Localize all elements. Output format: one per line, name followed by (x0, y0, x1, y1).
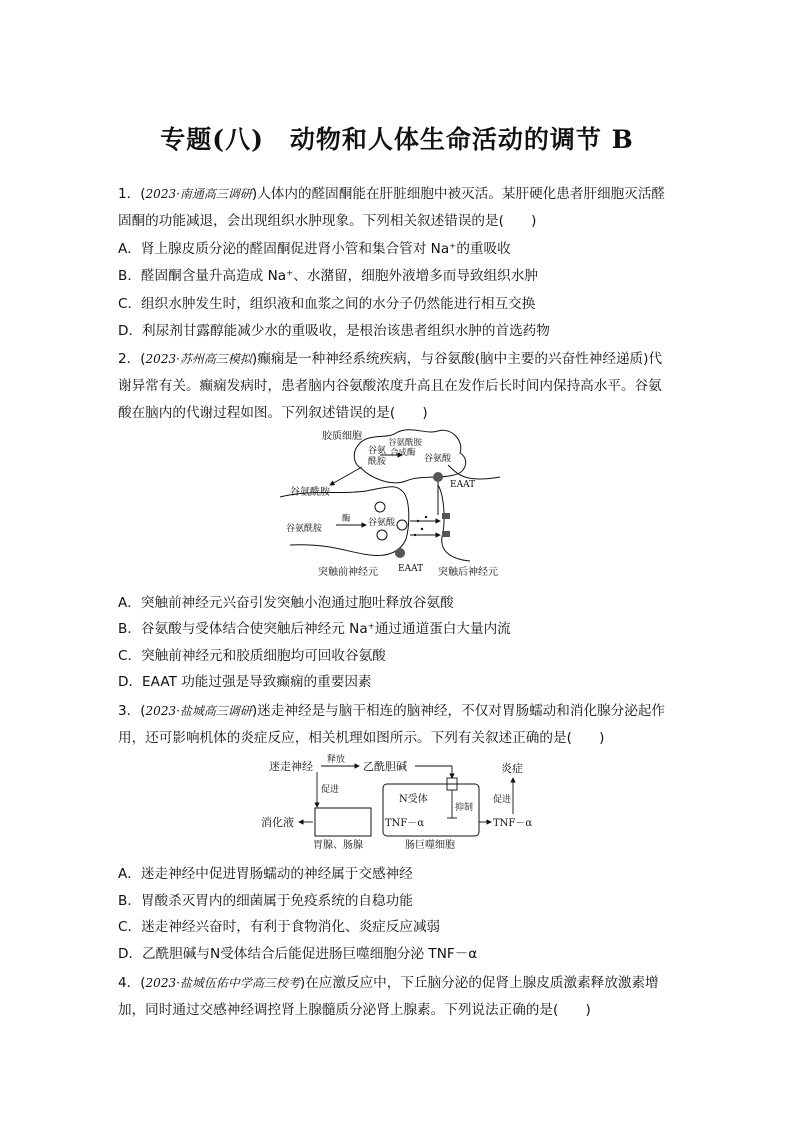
label-glu-mid: 谷氨酸 (368, 518, 396, 528)
label-gln-synthase-1: 谷氨酰胺 (388, 438, 423, 448)
q3-stem-line2: 用，还可影响机体的炎症反应，相关机理如图所示。下列有关叙述正确的是( ) (118, 730, 605, 746)
label-gln-left: 谷氨酰胺 (290, 487, 330, 498)
eaat-top-marker (433, 472, 443, 482)
q3-source: 2023·盐城高三调研 (145, 704, 252, 718)
q3-option-c: C．迷走神经兴奋时，有利于食物消化、炎症反应减弱 (118, 919, 441, 935)
label-promote-2: 促进 (493, 795, 512, 805)
vesicle-1 (375, 502, 385, 512)
label-tnf-in: TNF－α (385, 818, 425, 829)
q4-number: 4．( (118, 975, 146, 991)
label-gln-mid: 谷氨酰胺 (286, 524, 323, 534)
q1-option-d: D．利尿剂甘露醇能减少水的重吸收，是根治该患者组织水肿的首选药物 (118, 323, 550, 339)
q1-stem-text1: )人体内的醛固酮能在肝脏细胞中被灭活。某肝硬化患者肝细胞灭活醛 (251, 186, 666, 202)
label-gln-synthase-2: 合成酶 (390, 448, 416, 458)
glutamate-metabolism-figure (270, 425, 530, 580)
receptor-1 (442, 513, 450, 519)
label-gln-a2: 酰胺 (368, 457, 387, 467)
label-enzyme: 酶 (342, 514, 351, 524)
label-release: 释放 (327, 755, 346, 765)
label-glia: 胶质细胞 (322, 431, 362, 442)
q2-stem-line2: 谢异常有关。癫痫发病时，患者脑内谷氨酸浓度升高且在发作后长时间内保持高水平。谷氨 (118, 378, 662, 394)
q1-option-c: C．组织水肿发生时，组织液和血浆之间的水分子仍然能进行相互交换 (118, 296, 536, 312)
glands-box (315, 808, 371, 836)
q3-stem-line1 (118, 699, 665, 719)
q1-number: 1．( (118, 186, 146, 202)
postsynaptic-neuron-outline (438, 485, 470, 561)
label-n-receptor: N受体 (399, 794, 428, 805)
q1-source: 2023·南通高三调研 (145, 187, 252, 201)
q3-number: 3．( (118, 703, 146, 719)
label-inhibit: 抑制 (455, 803, 474, 813)
q2-source: 2023·苏州高三模拟 (145, 352, 252, 366)
q2-option-c: C．突触前神经元和胶质细胞均可回收谷氨酸 (118, 648, 386, 664)
eaat-bottom-marker (395, 548, 405, 558)
q3-option-b: B．胃酸杀灭胃内的细菌属于免疫系统的自稳功能 (118, 893, 413, 909)
label-eaat-bottom: EAAT (398, 564, 424, 574)
label-inflammation: 炎症 (501, 762, 523, 775)
q4-source: 2023·盐城伍佑中学高三校考 (145, 976, 300, 990)
label-eaat-top: EAAT (450, 480, 476, 490)
q2-option-d: D．EAAT 功能过强是导致癫痫的重要因素 (118, 674, 372, 690)
label-postsynaptic: 突触后神经元 (438, 567, 498, 578)
label-presynaptic: 突触前神经元 (318, 567, 378, 578)
label-tnf-out: TNF－α (493, 818, 533, 829)
q3-option-d: D．乙酰胆碱与N受体结合后能促进肠巨噬细胞分泌 TNF－α (118, 946, 478, 962)
q4-stem-line1 (118, 971, 659, 991)
vagus-inflammation-figure (255, 752, 545, 852)
q1-stem-line1 (118, 182, 665, 202)
q4-stem-line2: 加，同时通过交感神经调控肾上腺髓质分泌肾上腺素。下列说法正确的是( ) (118, 1002, 591, 1018)
q2-stem-line1 (118, 347, 662, 367)
vesicle-2 (397, 520, 407, 530)
q2-stem-text1: )癫痫是一种神经系统疾病，与谷氨酸(脑中主要的兴奋性神经递质)代 (251, 351, 663, 367)
q2-number: 2．( (118, 351, 146, 367)
q1-option-b: B．醛固酮含量升高造成 Na⁺、水潴留，细胞外液增多而导致组织水肿 (118, 268, 538, 284)
label-glands: 胃腺、肠腺 (313, 840, 363, 851)
label-promote-1: 促进 (321, 785, 340, 795)
receptor-2 (442, 531, 450, 537)
q1-stem-line2: 固酮的功能减退，会出现组织水肿现象。下列相关叙述错误的是( ) (118, 213, 537, 229)
label-vagus: 迷走神经 (269, 760, 313, 773)
q4-stem-text1: )在应激反应中，下丘脑分泌的促肾上腺皮质激素释放激素增 (299, 975, 659, 991)
label-macrophage: 肠巨噬细胞 (405, 840, 455, 851)
label-glu-glia: 谷氨酸 (424, 454, 452, 464)
vesicle-3 (377, 530, 387, 540)
page-title: 专题(八) 动物和人体生命活动的调节 B (160, 125, 634, 154)
label-gln-a1: 谷氨 (368, 446, 387, 456)
label-ach: 乙酰胆碱 (363, 760, 407, 773)
q3-option-a: A．迷走神经中促进胃肠蠕动的神经属于交感神经 (118, 866, 413, 882)
q3-stem-text1: )迷走神经是与脑干相连的脑神经，不仅对胃肠蠕动和消化腺分泌起作 (251, 703, 666, 719)
q2-option-a: A．突触前神经元兴奋引发突触小泡通过胞吐释放谷氨酸 (118, 595, 454, 611)
q1-option-a: A．肾上腺皮质分泌的醛固酮促进肾小管和集合管对 Na⁺的重吸收 (118, 241, 511, 257)
label-digestive: 消化液 (261, 816, 294, 829)
q2-stem-line3: 酸在脑内的代谢过程如图。下列叙述错误的是( ) (118, 405, 428, 421)
q2-option-b: B．谷氨酸与受体结合使突触后神经元 Na⁺通过通道蛋白大量内流 (118, 621, 511, 637)
